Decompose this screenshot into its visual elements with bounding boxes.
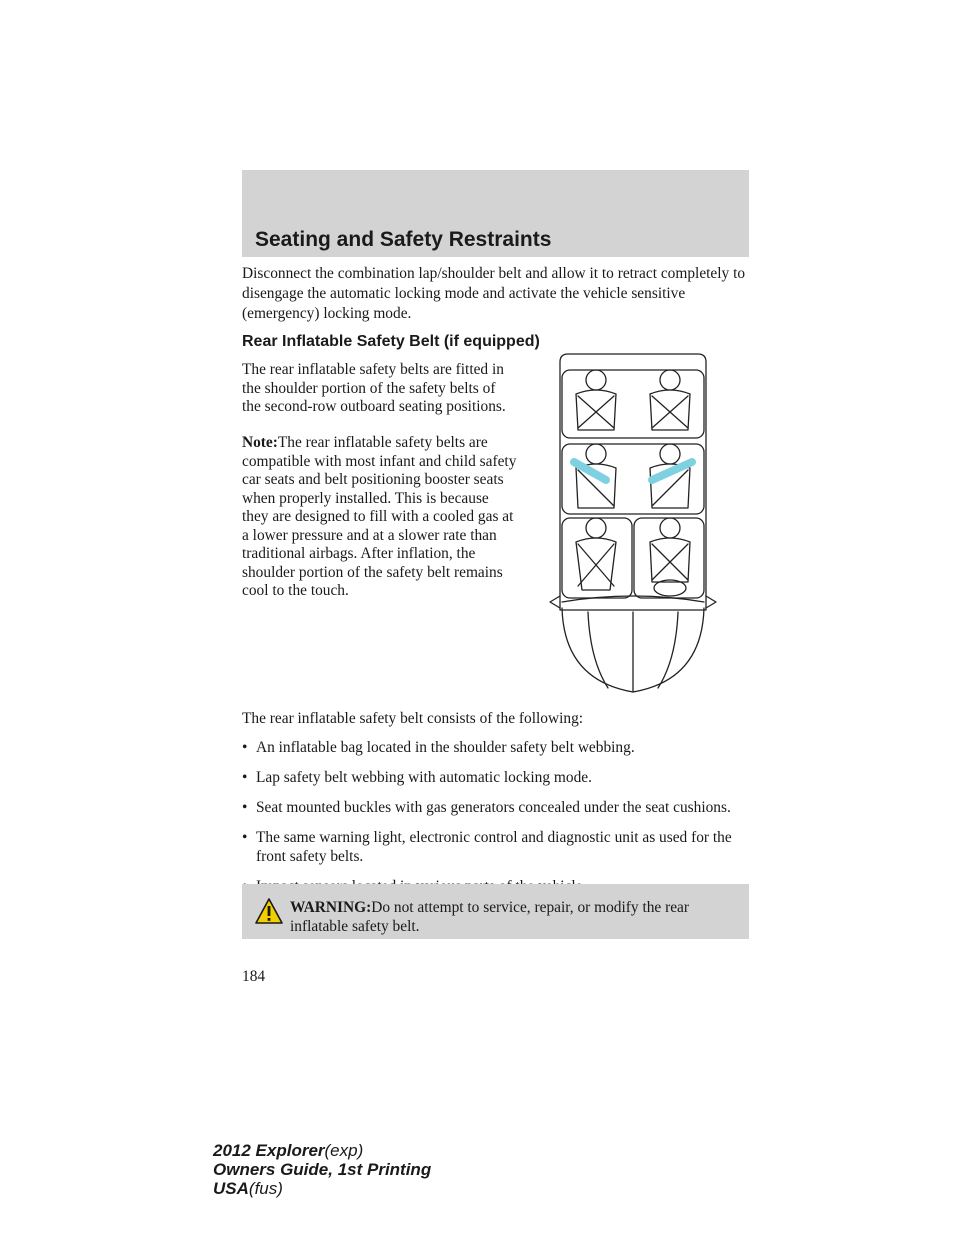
bullet-dot: • — [242, 799, 248, 816]
components-intro: The rear inflatable safety belt consists of the following: — [242, 710, 584, 727]
warning-label: WARNING: — [290, 899, 372, 916]
occupant-front-driver — [576, 518, 616, 590]
intro-paragraph: Disconnect the combination lap/shoulder belt and allow it to retract completely to disengage the automatic locking mode and activate the vehicle sensitive (emergency) locking mode. — [242, 265, 746, 322]
components-list — [242, 738, 752, 907]
bullet-dot: • — [242, 739, 248, 756]
inflatable-belt-right — [652, 462, 692, 480]
bullet-dot: • — [242, 829, 248, 846]
note-text: The rear inflatable safety belts are compatible with most infant and child safety car seats and belt positioning booster seats when properly installed. This is because they are designed to fill with a cooled gas at a lower pressure and at a slower rate than traditional airbags. After inflation, the shoulder portion of the safety belt remains cool to the touch. — [242, 434, 517, 599]
list-item: • An inflatable bag located in the shoulder safety belt webbing. — [242, 739, 635, 756]
occupant-row3-right — [650, 370, 690, 430]
page-title: Seating and Safety Restraints — [255, 228, 552, 251]
warning-box — [242, 884, 749, 939]
bullet-dot: • — [242, 769, 248, 786]
footer-line-model: 2012 Explorer(exp) — [213, 1141, 364, 1160]
vehicle-seating-illustration — [548, 350, 718, 695]
list-item: • Lap safety belt webbing with automatic locking mode. — [242, 769, 592, 786]
list-item: • The same warning light, electronic control and diagnostic unit as used for the front safety belts. — [242, 829, 732, 865]
warning-text: WARNING:Do not attempt to service, repair, or modify the rear inflatable safety belt. — [290, 899, 690, 935]
list-item: • Seat mounted buckles with gas generators concealed under the seat cushions. — [242, 799, 731, 816]
occupant-row3-left — [576, 370, 616, 430]
section-paragraph: The rear inflatable safety belts are fitted in the shoulder portion of the safety belts of the second-row outboard seating positions. — [242, 361, 506, 415]
document-footer — [213, 1141, 431, 1198]
note-paragraph — [242, 434, 517, 601]
occupant-front-passenger — [650, 518, 690, 582]
footer-line-market: USA(fus) — [213, 1179, 283, 1198]
note-label: Note: — [242, 434, 278, 451]
warning-triangle-icon — [254, 897, 284, 925]
footer-line-guide: Owners Guide, 1st Printing — [213, 1160, 432, 1179]
section-heading: Rear Inflatable Safety Belt (if equipped) — [242, 333, 540, 350]
page-number: 184 — [242, 968, 266, 985]
